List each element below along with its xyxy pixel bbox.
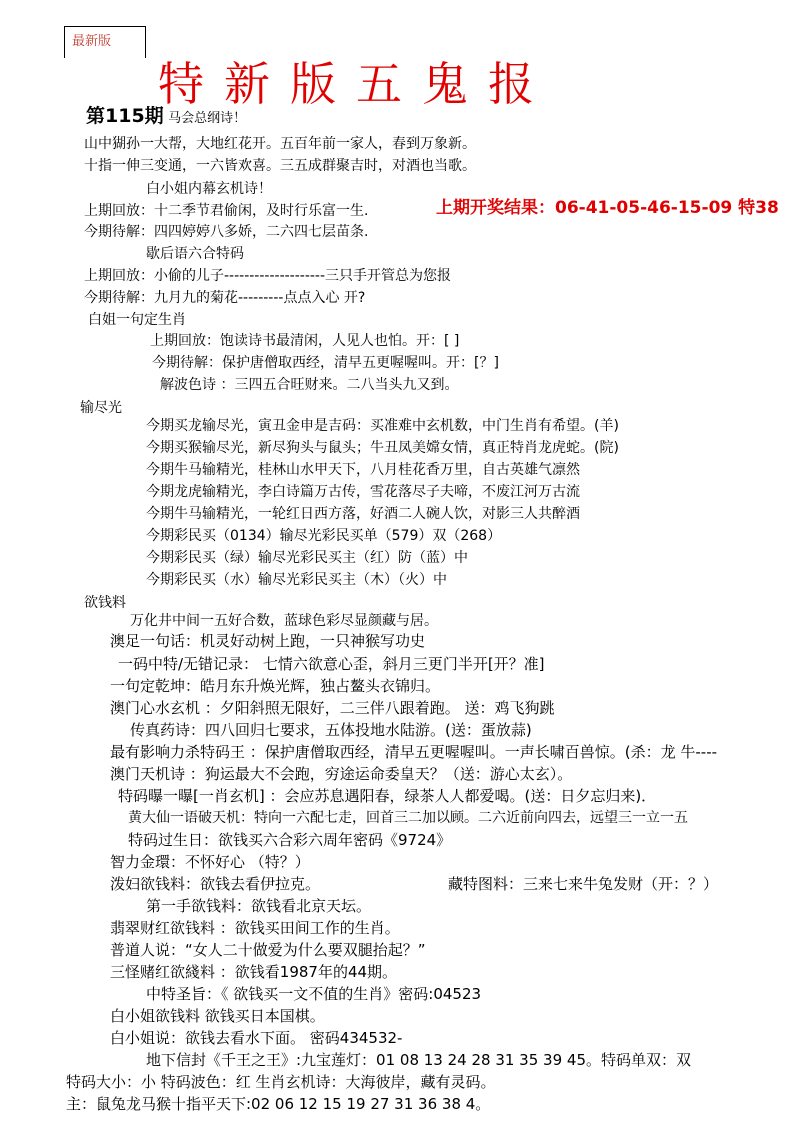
section-heading: 输尽光 [80, 400, 122, 416]
list-item: 万化井中间一五好合数，蓝球色彩尽显颜藏与居。 [130, 613, 438, 629]
this-issue-riddle: 今期待解：保护唐僧取西经，清早五更喔喔叫。开：[？] [152, 355, 499, 371]
last-review: 上期回放：小偷的儿子--------------------三只手开管总为您报 [84, 268, 452, 284]
list-item: 翡翠财红欲钱料 ：欲钱买田间工作的生肖。 [110, 919, 400, 937]
issue-line [86, 105, 247, 127]
latest-edition-badge: 最新版 [64, 26, 146, 58]
list-item: 泼妇欲钱料：欲钱去看伊拉克。 [110, 875, 321, 893]
poem-line: 十指一伸三变通，一六皆欢喜。三五成群聚吉时，对酒也当歌。 [84, 158, 476, 174]
list-item: 中特圣旨：《 欲钱买一文不值的生肖》密码:04523 [146, 985, 482, 1003]
list-item: 今期龙虎输精光，李白诗篇万古传，雪花落尽子夫啼，不废江河万古流 [146, 484, 580, 500]
section-heading: 欲钱料 [84, 595, 126, 611]
last-review: 上期回放：饱读诗书最清闲，人见人也怕。开：[ ] [150, 333, 460, 349]
list-item: 今期彩民买（绿）输尽光彩民买主（红）防（蓝）中 [146, 550, 468, 566]
section-heading: 白小姐内幕玄机诗！ [146, 181, 272, 197]
last-review: 上期回放：十二季节君偷闲，及时行乐富一生. [84, 203, 369, 219]
list-item: 地下信封《千王之王》:九宝莲灯：01 08 13 24 28 31 35 39 45。特码单双：双 [146, 1051, 691, 1069]
section-heading: 歇后语六合特码 [146, 246, 244, 262]
list-item: 今期牛马输精光，桂林山水甲天下，八月桂花香万里，自古英雄气凛然 [146, 462, 580, 478]
section-heading: 白姐一句定生肖 [88, 312, 186, 328]
list-item: 澳门心水玄机 ：夕阳斜照无限好，二三伴八跟着跑。 送：鸡飞狗跳 [110, 699, 555, 717]
list-item: 今期彩民买（水）输尽光彩民买主（木）（火）中 [146, 572, 447, 588]
list-item: 最有影响力杀特码王 ：保护唐僧取西经，清早五更喔喔叫。一声长啸百兽惊。(杀：龙 牛---- [110, 743, 718, 761]
page-title: 特新版五鬼报 [158, 57, 554, 111]
list-item: 特码曝一曝[一肖玄机] ：会应苏息遇阳春，绿茶人人都爱喝。(送：日夕忘归来)． [118, 787, 657, 805]
list-item: 三怪赌红欲綫料 ：欲钱看1987年的44期。 [110, 963, 398, 981]
list-item: 澳门天机诗 ：狗运最大不会跑，穷途运命委皇天？（送：游心太玄）。 [110, 765, 573, 783]
list-item: 传真药诗：四八回归七要求，五体投地水陆游。(送：蛋放蒜) [130, 721, 532, 739]
list-item: 今期彩民买（0134）输尽光彩民买单（579）双（268） [146, 528, 502, 544]
list-item: 一码中特/无错记录： 七情六欲意心歪，斜月三更门半开[开？准] [118, 655, 545, 673]
list-item: 黄大仙一语破天机：特向一六配七走，回首三二加以顾。二六近前向四去，远望三一立一五 [128, 810, 688, 826]
list-item: 第一手欲钱料：欲钱看北京天坛。 [146, 897, 372, 915]
list-item: 今期买龙输尽光，寅丑金申是吉码：买准难中玄机数，中门生肖有希望。(羊) [146, 418, 619, 434]
hidden-map-hint: 藏特图料：三来七来牛兔发财（开：？） [448, 875, 719, 893]
this-issue-riddle: 今期待解：四四婷婷八多娇，二六四七层苗条. [84, 224, 369, 240]
list-item: 白小姐欲钱料 欲钱买日本国棋。 [110, 1007, 325, 1025]
list-item: 白小姐说：欲钱去看水下面。 密码434532- [110, 1029, 403, 1047]
list-item: 特码大小：小 特码波色：红 生肖玄机诗：大海彼岸，藏有灵码。 [66, 1073, 496, 1091]
list-item: 普道人说：“女人二十做爱为什么要双腿抬起？” [110, 941, 426, 959]
list-item: 一句定乾坤：皓月东升焕光辉，独占鳌头衣锦归。 [110, 677, 441, 695]
list-item: 今期买猴输尽光，新尽狗头与鼠头；牛丑凤美嫦女情，真正特肖龙虎蛇。(院) [146, 440, 619, 456]
list-item: 主：鼠兔龙马猴十指平天下:02 06 12 15 19 27 31 36 38 4。 [66, 1095, 491, 1113]
list-item: 澳足一句话：机灵好动树上跑，一只神猴写功史 [110, 632, 426, 650]
list-item: 今期牛马输精光，一轮红日西方落，好酒二人碗人饮，对影三人共醉酒 [146, 506, 580, 522]
issue-number: 第115期 [86, 105, 164, 127]
list-item: 智力金環：不怀好心 （特？） [110, 853, 310, 871]
wave-poem: 解波色诗 ：三四五合旺财来。二八当头九又到。 [160, 377, 459, 393]
issue-subtitle: 马会总纲诗！ [168, 111, 247, 126]
this-issue-riddle: 今期待解：九月九的菊花---------点点入心 开? [84, 290, 366, 306]
last-draw-result: 上期开奖结果：06-41-05-46-15-09 特38 [436, 198, 779, 218]
list-item: 特码过生日：欲钱买六合彩六周年密码《9724》 [128, 831, 452, 849]
poem-line: 山中猢孙一大帮，大地红花开。五百年前一家人，春到万象新。 [84, 136, 476, 152]
